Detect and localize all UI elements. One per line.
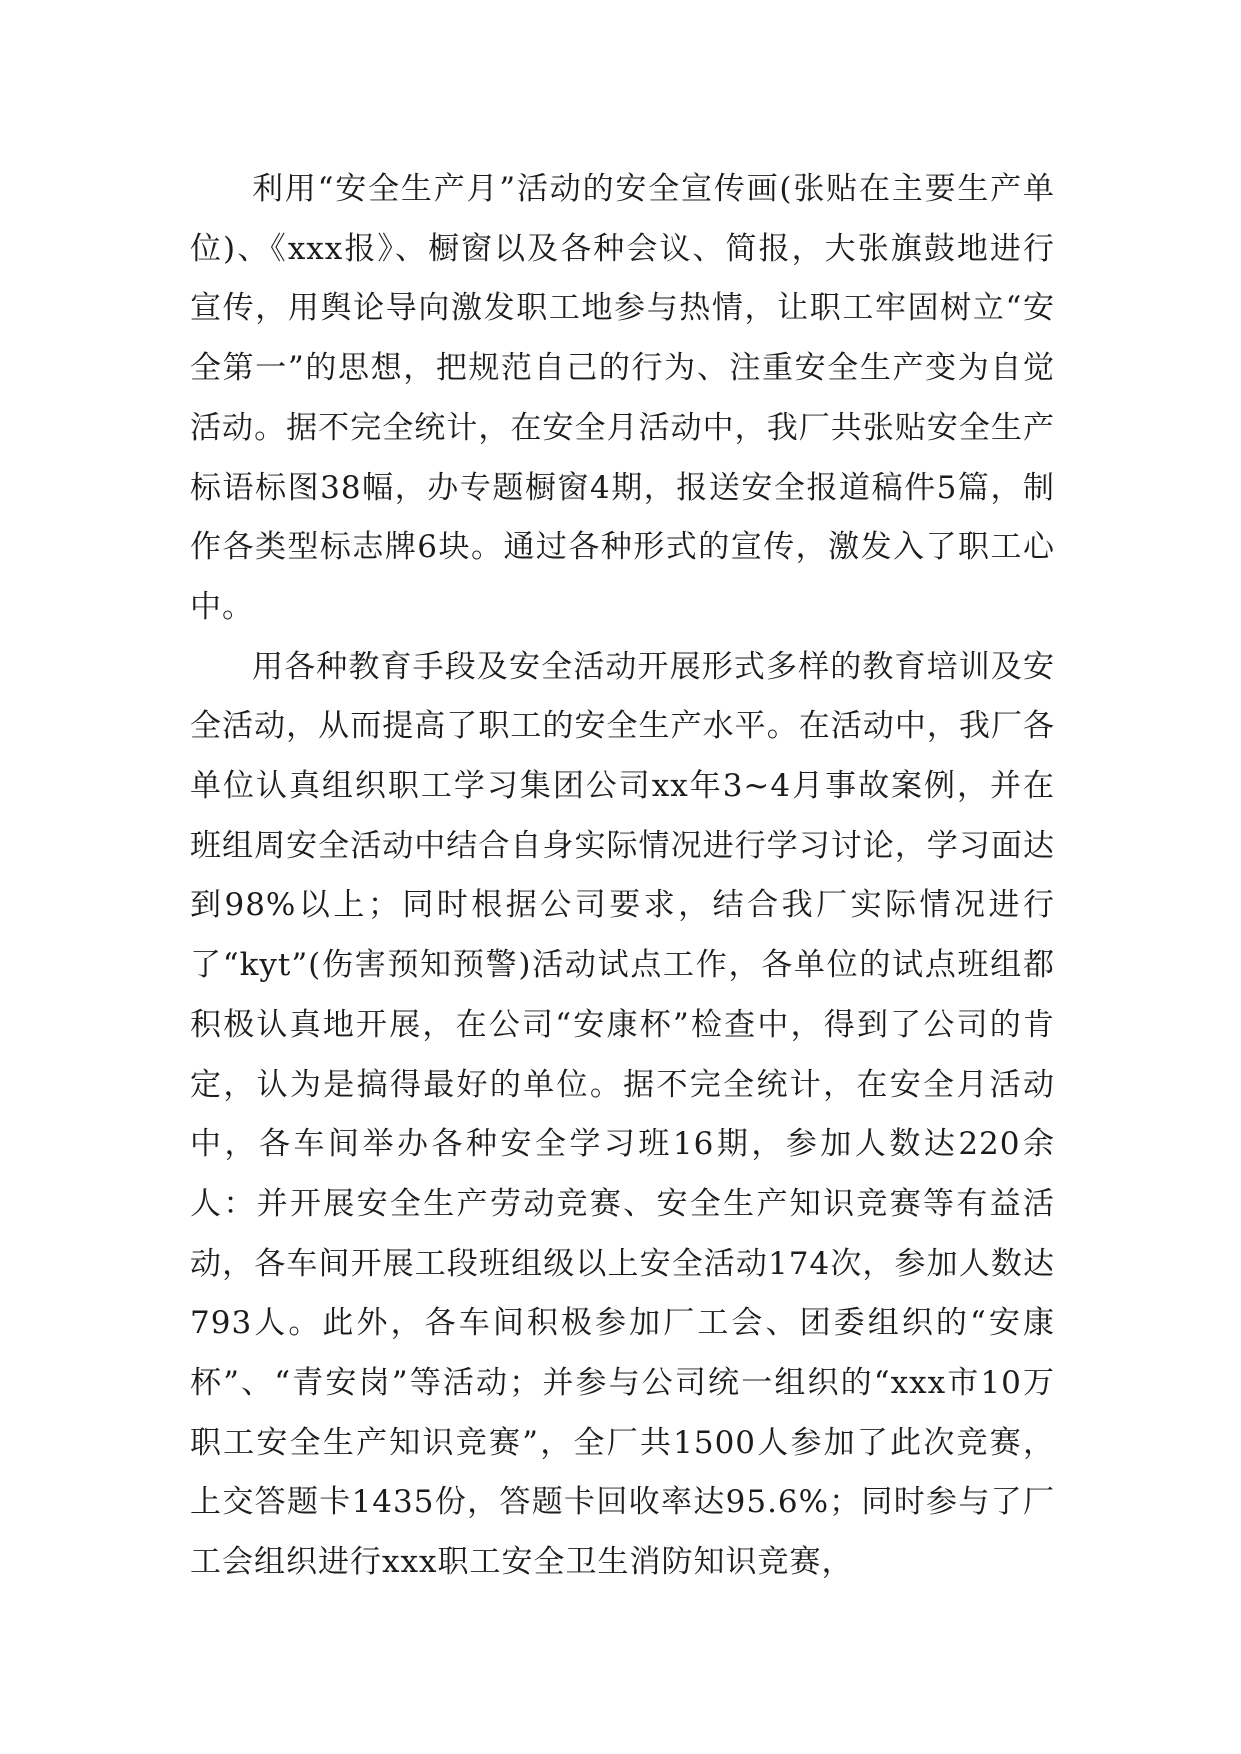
paragraph-education-training: 用各种教育手段及安全活动开展形式多样的教育培训及安全活动，从而提高了职工的安全生产水平。在活动中，我厂各单位认真组织职工学习集团公司xx年3~4月事故案例，并在班组周安全活动中结合自身实际情况进行学习讨论，学习面达到98%以上；同时根据公司要求，结合我厂实际情况进行了“kyt”(伤害预知预警)活动试点工作，各单位的试点班组都积极认真地开展，在公司“安康杯”检查中，得到了公司的肯定，认为是搞得最好的单位。据不完全统计，在安全月活动中，各车间举办各种安全学习班16期，参加人数达220余人：并开展安全生产劳动竞赛、安全生产知识竞赛等有益活动，各车间开展工段班组级以上安全活动174次，参加人数达793人。此外，各车间积极参加厂工会、团委组织的“安康杯”、“青安岗”等活动；并参与公司统一组织的“xxx市10万职工安全生产知识竞赛”，全厂共1500人参加了此次竞赛，上交答题卡1435份，答题卡回收率达95.6%；同时参与了厂工会组织进行xxx职工安全卫生消防知识竞赛，: [190, 648, 1055, 1581]
document-body: [190, 160, 1055, 1593]
paragraph-safety-publicity: 利用“安全生产月”活动的安全宣传画(张贴在主要生产单位)、《xxx报》、橱窗以及各种会议、简报，大张旗鼓地进行宣传，用舆论导向激发职工地参与热情，让职工牢固树立“安全第一”的思想，把规范自己的行为、注重安全生产变为自觉活动。据不完全统计，在安全月活动中，我厂共张贴安全生产标语标图38幅，办专题橱窗4期，报送安全报道稿件5篇，制作各类型标志牌6块。通过各种形式的宣传，激发入了职工心中。: [190, 171, 1055, 625]
